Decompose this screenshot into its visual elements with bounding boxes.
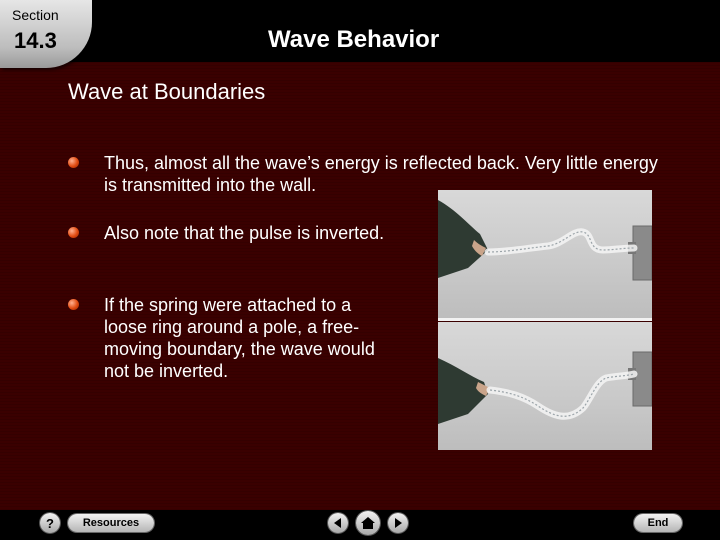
bullet-item (104, 222, 424, 244)
previous-arrow-icon (328, 513, 348, 533)
resources-button[interactable] (68, 514, 154, 532)
bullet-text: Also note that the pulse is inverted. (104, 223, 385, 243)
home-icon (356, 511, 380, 535)
bullet-icon (68, 299, 79, 310)
help-button[interactable] (40, 513, 60, 533)
bullet-icon (68, 227, 79, 238)
end-label: End (647, 517, 669, 529)
next-arrow-icon (388, 513, 408, 533)
next-button[interactable] (388, 513, 408, 533)
spring-photo-inverted (438, 190, 652, 318)
home-button[interactable] (356, 511, 380, 535)
end-button[interactable] (634, 514, 682, 532)
previous-button[interactable] (328, 513, 348, 533)
spring-photo-incident (438, 322, 652, 450)
bullet-text: Thus, almost all the wave’s energy is reflected back. Very little energy is transmitted into the wall. (104, 153, 658, 195)
bullet-text: If the spring were attached to a loose ring around a pole, a free-moving boundary, the wave would not be inverted. (104, 295, 375, 381)
bullet-icon (68, 157, 79, 168)
slide-title: Wave at Boundaries (68, 79, 266, 104)
bullet-item (104, 294, 394, 382)
resources-label: Resources (82, 517, 140, 529)
help-icon (40, 513, 60, 533)
help-label: ? (46, 516, 54, 531)
section-label: Section (12, 7, 59, 23)
chapter-title: Wave Behavior (268, 26, 440, 53)
section-number: 14.3 (14, 28, 57, 53)
photo-divider (438, 318, 652, 321)
